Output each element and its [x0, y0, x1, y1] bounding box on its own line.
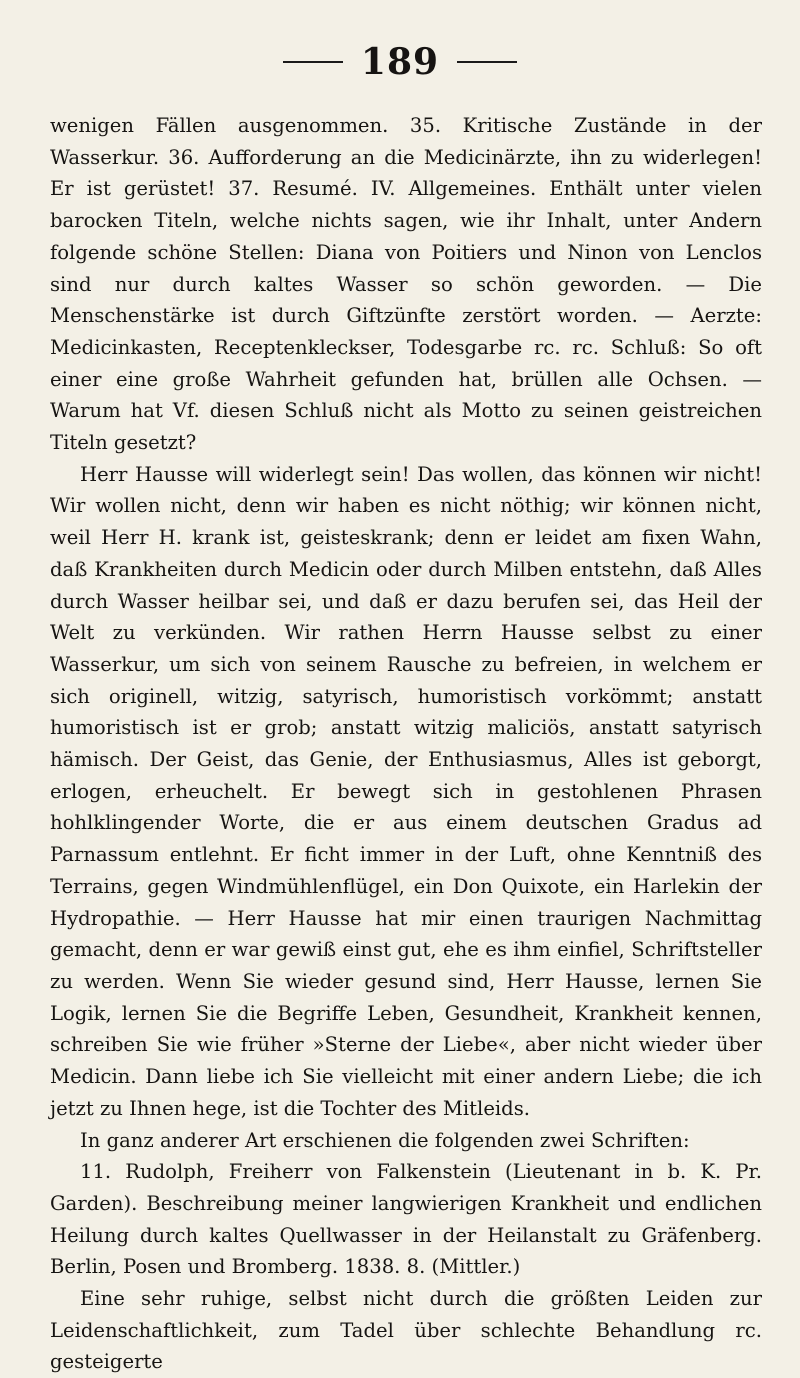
paragraph-contents-list: wenigen Fällen ausgenommen. 35. Kritische Zustände in der Wasserkur. 36. Aufforderung an die Medicinärzte, ihn zu widerlegen! Er ist gerüstet! 37. Resumé. IV. Allgemeines. Enthält unter vielen barocken Titeln, welche nichts sagen, wie ihr Inhalt, unter Andern folgende schöne Stellen: Diana von Poitiers und Ninon von Lenclos sind nur durch kaltes Wasser so schön geworden. — Die Menschenstärke ist durch Giftzünfte zerstört worden. — Aerzte: Medicinkasten, Receptenkleckser, Todesgarbe rc. rc. Schluß: So oft einer eine große Wahrheit gefunden hat, brüllen alle Ochsen. — Warum hat Vf. diesen Schluß nicht als Motto zu seinen geistreichen Titeln gesetzt? — [50, 114, 762, 455]
paragraph-critique: Herr Hausse will widerlegt sein! Das wollen, das können wir nicht! Wir wollen nicht, denn wir haben es nicht nöthig; wir können nicht, weil Herr H. krank ist, geisteskrank; denn er leidet am fixen Wahn, daß Krankheiten durch Medicin oder durch Milben entstehn, daß Alles durch Wasser heilbar sei, und daß er dazu berufen sei, das Heil der Welt zu verkünden. Wir rathen Herrn Hausse selbst zu einer Wasserkur, um sich von seinem Rausche zu befreien, in welchem er sich originell, witzig, satyrisch, humoristisch vorkömmt; anstatt humoristisch ist er grob; anstatt witzig maliciös, anstatt satyrisch hämisch. Der Geist, das Genie, der Enthusiasmus, Alles ist geborgt, erlogen, erheuchelt. Er bewegt sich in gestohlenen Phrasen hohlklingender Worte, die er aus einem deutschen Gradus ad Parnassum entlehnt. Er ficht immer in der Luft, ohne Kenntniß des Terrains, gegen Windmühlenflügel, ein Don Quixote, ein Harlekin der Hydropathie. — Herr Hausse hat mir einen traurigen Nachmittag gemacht, denn er war gewiß einst gut, ehe es ihm einfiel, Schriftsteller zu werden. Wenn Sie wieder gesund sind, Herr Hausse, lernen Sie Logik, lernen Sie die Begriffe Leben, Gesundheit, Krankheit kennen, schreiben Sie wie früher »Sterne der Liebe«, aber nicht wieder über Medicin. Dann liebe ich Sie vielleicht mit einer andern Liebe; die ich jetzt zu Ihnen hege, ist die Tochter des Mitleids. — [50, 462, 762, 1120]
right-rule — [457, 61, 517, 63]
paragraph-review-start: Eine sehr ruhige, selbst nicht durch die größten Leiden zur Leidenschaftlichkeit, zum Tadel über schlechte Behandlung rc. gesteigerte — [50, 1287, 762, 1374]
left-rule — [283, 61, 343, 63]
body-text — [50, 110, 762, 1378]
page-header — [0, 41, 800, 83]
paragraph-transition: In ganz anderer Art erschienen die folgenden zwei Schriften: — [80, 1128, 690, 1152]
paragraph-bibliography-entry: 11. Rudolph, Freiherr von Falkenstein (Lieutenant in b. K. Pr. Garden). Beschreibung meiner langwierigen Krankheit und endlichen Heilung durch kaltes Quellwasser in der Heilanstalt zu Gräfenberg. Berlin, Posen und Bromberg. 1838. 8. (Mittler.) — [50, 1160, 762, 1279]
page-number: 189 — [360, 41, 440, 83]
